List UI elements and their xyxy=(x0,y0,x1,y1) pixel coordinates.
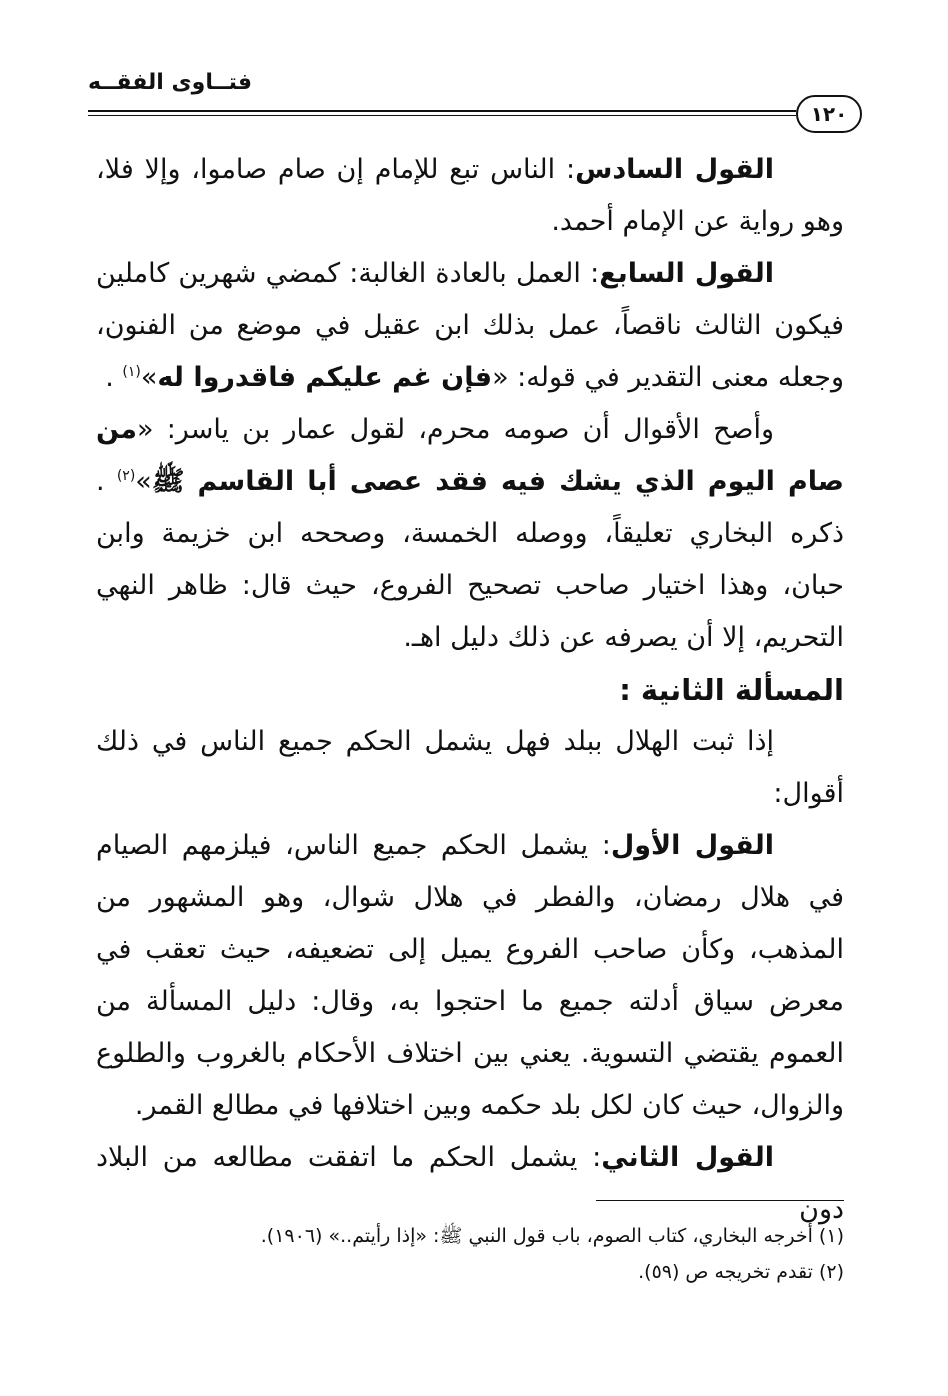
quote-close-2: » xyxy=(135,466,152,497)
text-sixth-opinion: : الناس تبع للإمام إن صام صاموا، وإلا فلا، وهو رواية عن الإمام أحمد. xyxy=(96,154,844,237)
paragraph-seventh-opinion xyxy=(96,248,844,404)
hadith-quote-1: فإن غم عليكم فاقدروا له xyxy=(157,362,493,393)
lead-sixth-opinion: القول السادس xyxy=(575,154,774,185)
footnote-2: (٢) تقدم تخريجه ص (٥٩). xyxy=(638,1261,844,1283)
text-first-opinion: : يشمل الحكم جميع الناس، فيلزمهم الصيام في هلال رمضان، والفطر في هلال شوال، وهو المشهور من المذهب، وكأن صاحب الفروع يميل إلى تضعيفه، حيث تعقب في معرض سياق أدلته جميع ما احتجوا به، وقال: دليل المسألة من العموم يقتضي التسوية. يعني بين اختلاف الأحكام بالغروب والطلوع والزوال، حيث كان لكل بلد حكمه وبين اختلافها في مطالع القمر. xyxy=(96,830,844,1121)
lead-seventh-opinion: القول السابع xyxy=(599,258,774,289)
footnote-ref-2: (٢) xyxy=(116,468,136,484)
header-rule-thin xyxy=(88,115,796,116)
text-soundest-a: وأصح الأقوال أن صومه محرم، لقول عمار بن ياسر: « xyxy=(137,414,774,445)
page-number: ١٢٠ xyxy=(796,95,862,133)
paragraph-sixth-opinion xyxy=(96,144,844,248)
paragraph-first-opinion xyxy=(96,820,844,1132)
footnote-ref-1: (١) xyxy=(122,364,141,380)
paragraph-issue-question: إذا ثبت الهلال ببلد فهل يشمل الحكم جميع الناس في ذلك أقوال: xyxy=(96,726,844,809)
text-seventh-opinion: : العمل بالعادة الغالبة: كمضي شهرين كاملين فيكون الثالث ناقصاً، عمل بذلك ابن عقيل في موضع من الفنون، وجعله معنى التقدير في قوله: « xyxy=(96,258,844,393)
quote-close-1: » xyxy=(140,362,158,393)
paragraph-soundest-opinion xyxy=(96,404,844,664)
header-rule xyxy=(88,110,796,112)
main-text xyxy=(96,144,844,1236)
text-soundest-b: . ذكره البخاري تعليقاً، ووصله الخمسة، وصححه ابن خزيمة وابن حبان، وهذا اختيار صاحب تصحيح الفروع، حيث قال: ظاهر النهي التحريم، إلا أن يصرفه عن ذلك دليل اهـ. xyxy=(96,466,844,653)
footnote-separator xyxy=(596,1200,844,1201)
text-second-opinion: : يشمل الحكم ما اتفقت مطالعه من البلاد دون xyxy=(96,1142,844,1225)
section-heading-second-issue: المسألة الثانية : xyxy=(619,673,844,707)
hadith-quote-2: من صام اليوم الذي يشك فيه فقد عصى أبا القاسم ﷺ xyxy=(96,414,844,497)
footnotes xyxy=(96,1218,844,1290)
footnote-1: (١) أخرجه البخاري، كتاب الصوم، باب قول النبي ﷺ: «إذا رأيتم..» (١٩٠٦). xyxy=(260,1225,844,1247)
lead-second-opinion: القول الثاني xyxy=(601,1142,774,1173)
lead-first-opinion: القول الأول xyxy=(610,830,774,861)
running-header-title: فتــاوى الفقــه xyxy=(88,70,253,95)
text-seventh-end: . xyxy=(105,362,123,393)
